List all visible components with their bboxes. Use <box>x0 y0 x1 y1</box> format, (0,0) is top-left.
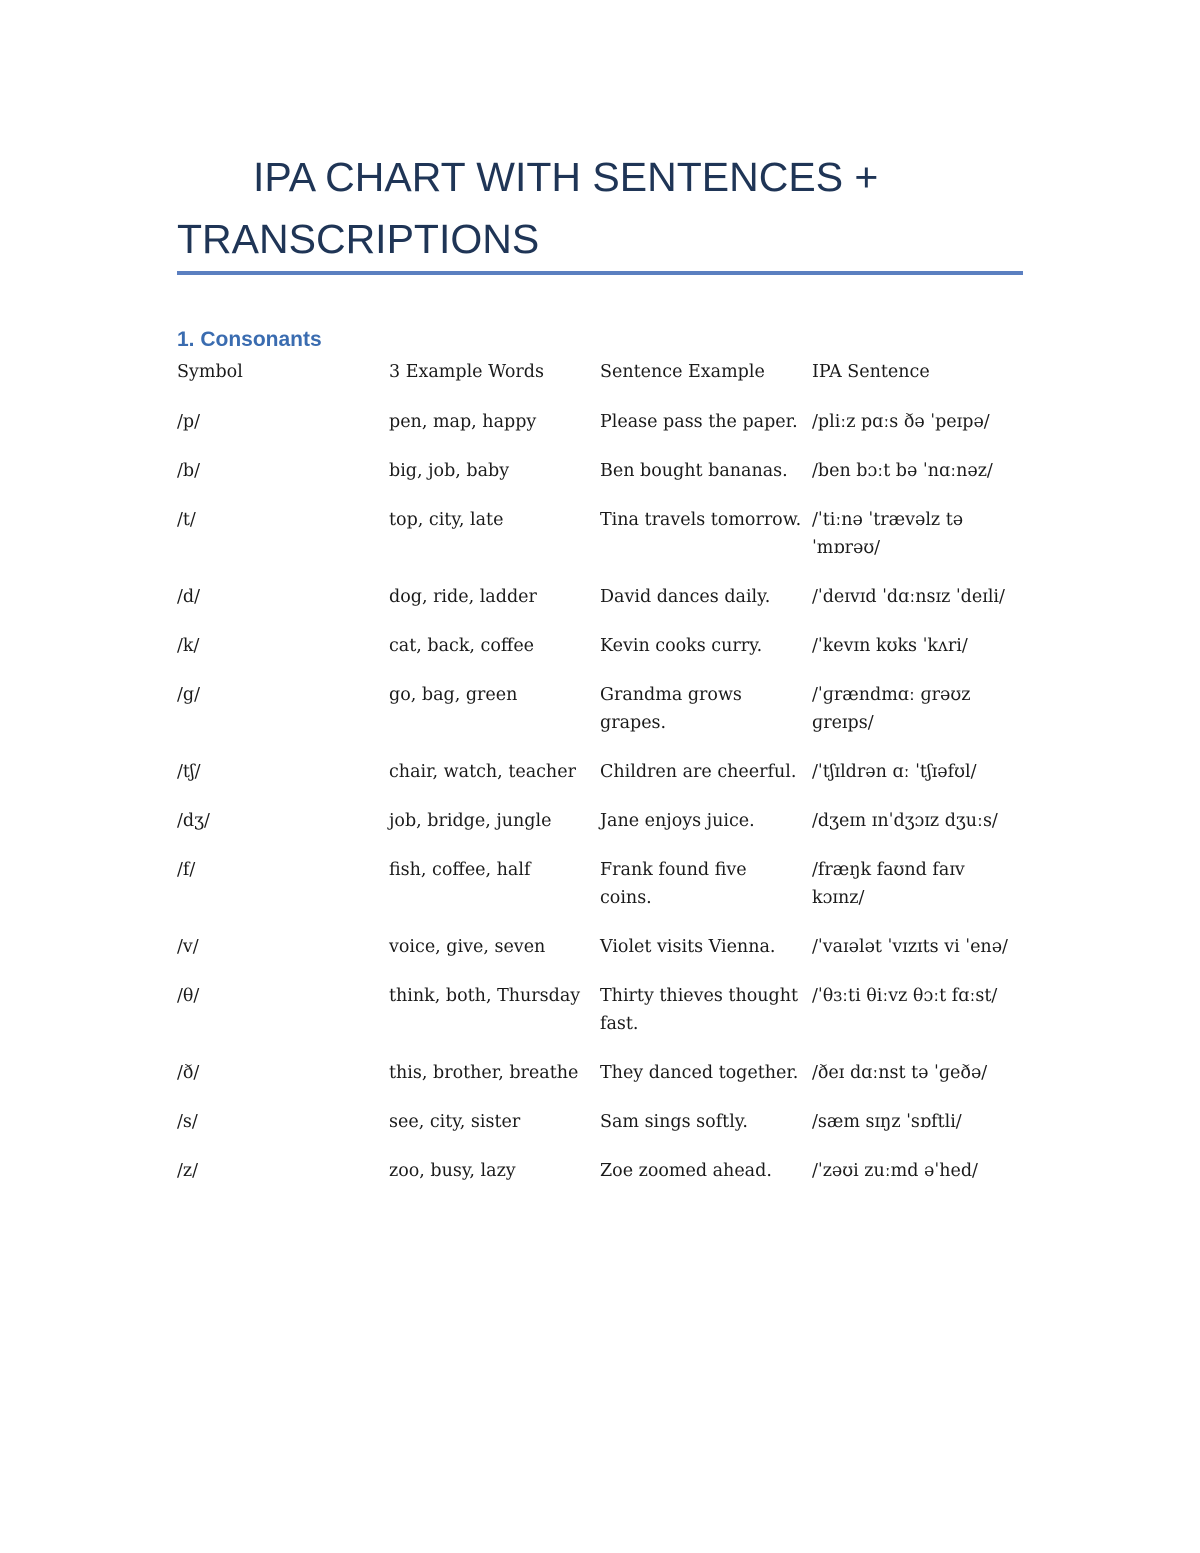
cell-ipa: /ˈzəʊi zuːmd əˈhed/ <box>812 1161 978 1181</box>
cell-sentence: Kevin cooks curry. <box>600 636 763 656</box>
cell-sentence: Ben bought bananas. <box>600 461 788 481</box>
table-row <box>177 856 1023 933</box>
cell-ipa: /dʒeɪn ɪnˈdʒɔɪz dʒuːs/ <box>812 811 998 831</box>
cell-ipa: /ˈtʃɪldrən ɑː ˈtʃɪəfʊl/ <box>812 762 977 782</box>
cell-words: see, city, sister <box>389 1112 521 1132</box>
cell-sentence: They danced together. <box>600 1063 799 1083</box>
cell-sentence: Tina travels tomorrow. <box>600 510 802 530</box>
cell-ipa: /ˈθɜːti θiːvz θɔːt fɑːst/ <box>812 986 998 1006</box>
column-header-sentence-example: Sentence Example <box>600 362 765 382</box>
table-row <box>177 982 1023 1059</box>
cell-symbol: /p/ <box>177 412 200 432</box>
cell-sentence: Zoe zoomed ahead. <box>600 1161 772 1181</box>
cell-ipa: /ðeɪ dɑːnst tə ˈɡeðə/ <box>812 1063 988 1083</box>
cell-symbol: /v/ <box>177 937 199 957</box>
cell-symbol: /t/ <box>177 510 196 530</box>
cell-symbol: /z/ <box>177 1161 199 1181</box>
column-header-example-words: 3 Example Words <box>389 362 544 382</box>
section-heading-consonants: 1. Consonants <box>177 328 322 351</box>
page-title <box>177 146 1023 270</box>
cell-words: zoo, busy, lazy <box>389 1161 516 1181</box>
cell-words: dog, ride, ladder <box>389 587 537 607</box>
cell-ipa: /ˈtiːnə ˈtrævəlz tə ˈmɒrəʊ/ <box>812 510 964 558</box>
cell-ipa: /ˈkevɪn kʊks ˈkʌri/ <box>812 636 968 656</box>
title-underline <box>177 271 1023 275</box>
table-row <box>177 807 1023 856</box>
title-line-2: TRANSCRIPTIONS <box>177 216 540 262</box>
cell-symbol: /s/ <box>177 1112 198 1132</box>
table-row <box>177 1059 1023 1108</box>
cell-words: big, job, baby <box>389 461 510 481</box>
cell-sentence: Violet visits Vienna. <box>600 937 776 957</box>
cell-symbol: /d/ <box>177 587 200 607</box>
table-row <box>177 1157 1023 1206</box>
column-header-ipa-sentence: IPA Sentence <box>812 362 930 382</box>
cell-symbol: /k/ <box>177 636 200 656</box>
cell-sentence: Thirty thieves thought fast. <box>600 986 799 1034</box>
cell-words: chair, watch, teacher <box>389 762 576 782</box>
cell-ipa: /ˈdeɪvɪd ˈdɑːnsɪz ˈdeɪli/ <box>812 587 1005 607</box>
cell-words: job, bridge, jungle <box>389 811 552 831</box>
cell-sentence: Jane enjoys juice. <box>600 811 755 831</box>
table-row <box>177 583 1023 632</box>
table-header-row <box>177 358 1023 408</box>
table-row <box>177 632 1023 681</box>
cell-ipa: /ben bɔːt bə ˈnɑːnəz/ <box>812 461 993 481</box>
table-row <box>177 506 1023 583</box>
cell-words: this, brother, breathe <box>389 1063 579 1083</box>
cell-words: top, city, late <box>389 510 504 530</box>
cell-symbol: /g/ <box>177 685 200 705</box>
cell-symbol: /tʃ/ <box>177 762 201 782</box>
cell-words: go, bag, green <box>389 685 518 705</box>
table-row <box>177 457 1023 506</box>
title-line-1: IPA CHART WITH SENTENCES + <box>253 154 879 200</box>
table-row <box>177 408 1023 457</box>
cell-sentence: Please pass the paper. <box>600 412 798 432</box>
cell-sentence: David dances daily. <box>600 587 771 607</box>
cell-sentence: Frank found five coins. <box>600 860 747 908</box>
cell-ipa: /fræŋk faʊnd faɪv kɔɪnz/ <box>812 860 965 908</box>
cell-words: fish, coffee, half <box>389 860 531 880</box>
cell-words: pen, map, happy <box>389 412 537 432</box>
table-row <box>177 681 1023 758</box>
cell-sentence: Grandma grows grapes. <box>600 685 742 733</box>
table-row <box>177 933 1023 982</box>
column-header-symbol: Symbol <box>177 362 243 382</box>
cell-ipa: /pliːz pɑːs ðə ˈpeɪpə/ <box>812 412 990 432</box>
cell-symbol: /θ/ <box>177 986 200 1006</box>
cell-symbol: /ð/ <box>177 1063 200 1083</box>
cell-ipa: /ˈɡrændmɑː ɡrəʊz ɡreɪps/ <box>812 685 971 733</box>
cell-words: cat, back, coffee <box>389 636 535 656</box>
cell-words: voice, give, seven <box>389 937 546 957</box>
cell-symbol: /b/ <box>177 461 200 481</box>
cell-symbol: /dʒ/ <box>177 811 210 831</box>
cell-sentence: Children are cheerful. <box>600 762 797 782</box>
table-row <box>177 758 1023 807</box>
table-row <box>177 1108 1023 1157</box>
cell-ipa: /ˈvaɪələt ˈvɪzɪts vi ˈenə/ <box>812 937 1008 957</box>
consonants-table <box>177 358 1023 1206</box>
cell-sentence: Sam sings softly. <box>600 1112 748 1132</box>
cell-symbol: /f/ <box>177 860 196 880</box>
cell-words: think, both, Thursday <box>389 986 581 1006</box>
cell-ipa: /sæm sɪŋz ˈsɒftli/ <box>812 1112 962 1132</box>
